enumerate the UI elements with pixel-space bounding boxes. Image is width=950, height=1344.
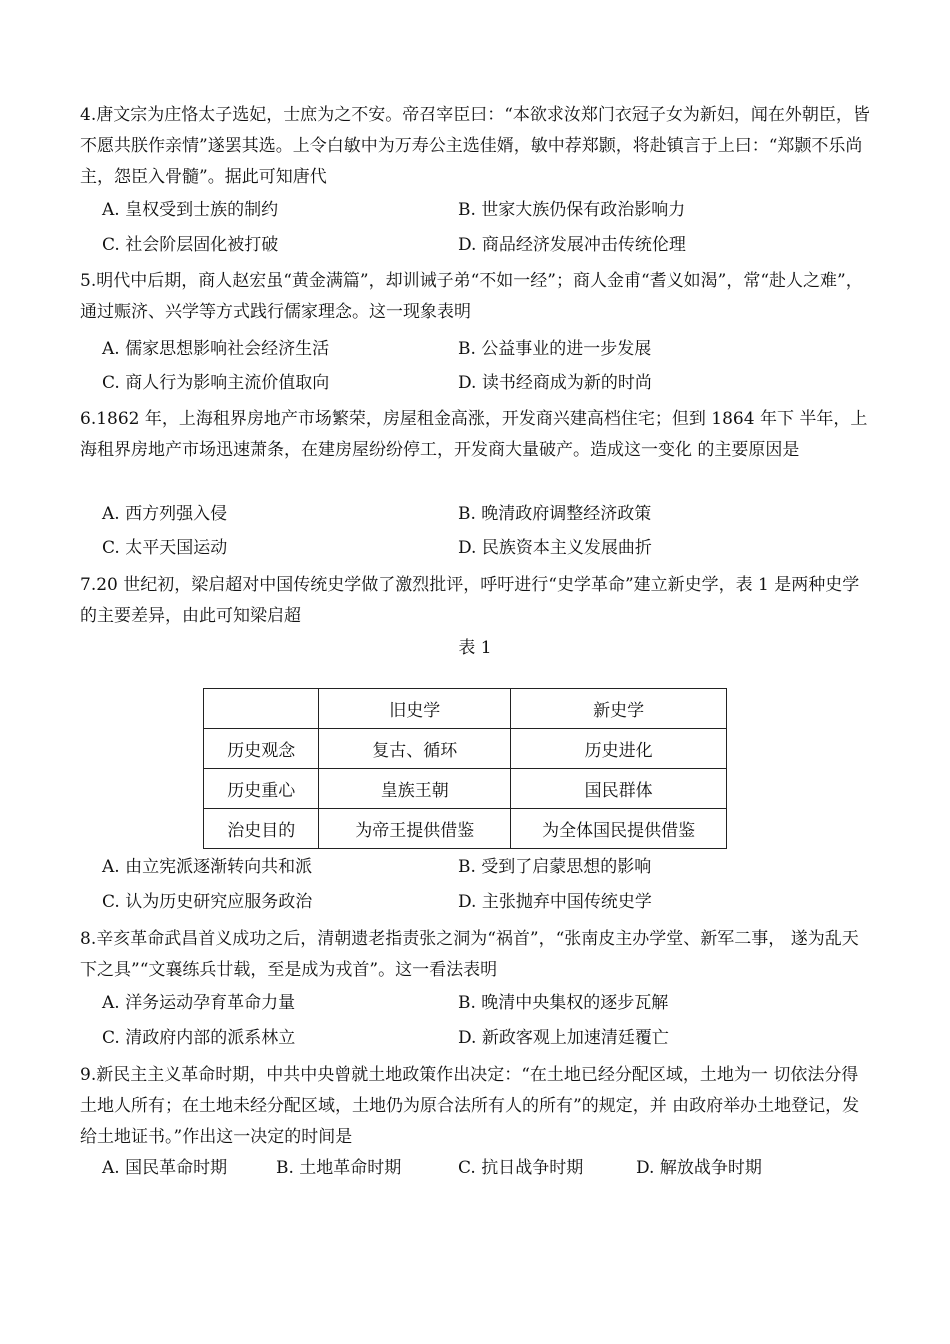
table-cell: 为全体国民提供借鉴 xyxy=(511,809,727,849)
question-7-option-c: C. 认为历史研究应服务政治 xyxy=(102,892,313,912)
question-4-option-d: D. 商品经济发展冲击传统伦理 xyxy=(458,235,686,255)
question-5-option-b: B. 公益事业的进一步发展 xyxy=(458,339,652,359)
question-9-option-a: A. 国民革命时期 xyxy=(102,1158,228,1178)
question-5-stem: 5.明代中后期，商人赵宏虽“黄金满篇”，却训诫子弟“不如一经”；商人金甫“耆义如渴”，常“赴人之难”，通过赈济、兴学等方式践行儒家理念。这一现象表明 xyxy=(80,271,863,322)
table-header-cell: 新史学 xyxy=(511,689,727,729)
question-8-stem: 8.辛亥革命武昌首义成功之后，清朝遗老指责张之洞为“祸首”，“张南皮主办学堂、新军二事， 遂为乱天下之具”“文襄练兵廿载，至是成为戎首”。这一看法表明 xyxy=(80,929,859,980)
table-row xyxy=(204,769,727,809)
question-6-option-c: C. 太平天国运动 xyxy=(102,538,228,558)
question-7-option-d: D. 主张抛弃中国传统史学 xyxy=(458,892,652,912)
table-header-cell: 旧史学 xyxy=(319,689,511,729)
question-5-option-a: A. 儒家思想影响社会经济生活 xyxy=(102,339,330,359)
question-4-stem: 4.唐文宗为庄恪太子选妃，士庶为之不安。帝召宰臣曰：“本欲求汝郑门衣冠子女为新妇，闻在外朝臣，皆不愿共朕作亲情”遂罢其选。上令白敏中为万寿公主选佳婿，敏中荐郑颢，将赴镇言于上曰：“郑颢不乐尚主，怨臣入骨髓”。据此可知唐代 xyxy=(80,105,870,187)
question-5-option-d: D. 读书经商成为新的时尚 xyxy=(458,373,652,393)
question-8-option-c: C. 清政府内部的派系林立 xyxy=(102,1028,296,1048)
table-cell: 历史观念 xyxy=(204,729,319,769)
question-7-option-a: A. 由立宪派逐渐转向共和派 xyxy=(102,857,313,877)
question-9-stem: 9.新民主主义革命时期，中共中央曾就土地政策作出决定：“在土地已经分配区域，土地为一 切依法分得土地人所有；在土地未经分配区域，土地仍为原合法所有人的所有”的规定，并 由政府举办土地登记，发给土地证书。”作出这一决定的时间是 xyxy=(80,1065,860,1147)
question-6-option-d: D. 民族资本主义发展曲折 xyxy=(458,538,652,558)
question-9-option-c: C. 抗日战争时期 xyxy=(458,1158,584,1178)
question-4-option-b: B. 世家大族仍保有政治影响力 xyxy=(458,200,686,220)
table-header-cell xyxy=(204,689,319,729)
table-cell: 治史目的 xyxy=(204,809,319,849)
question-6-option-b: B. 晚清政府调整经济政策 xyxy=(458,504,652,524)
question-5-option-c: C. 商人行为影响主流价值取向 xyxy=(102,373,330,393)
question-8-option-d: D. 新政客观上加速清廷覆亡 xyxy=(458,1028,669,1048)
question-7-stem: 7.20 世纪初，梁启超对中国传统史学做了激烈批评，呼吁进行“史学革命”建立新史学，表 1 是两种史学的主要差异，由此可知梁启超 xyxy=(80,575,860,626)
question-7-option-b: B. 受到了启蒙思想的影响 xyxy=(458,857,652,877)
question-9-option-d: D. 解放战争时期 xyxy=(636,1158,762,1178)
table-cell: 历史重心 xyxy=(204,769,319,809)
table-cell: 复古、循环 xyxy=(319,729,511,769)
table-cell: 为帝王提供借鉴 xyxy=(319,809,511,849)
table-caption: 表 1 xyxy=(458,638,492,658)
table-cell: 皇族王朝 xyxy=(319,769,511,809)
question-4-option-a: A. 皇权受到士族的制约 xyxy=(102,200,279,220)
history-comparison-table xyxy=(203,688,727,849)
question-8-option-b: B. 晚清中央集权的逐步瓦解 xyxy=(458,993,669,1013)
question-6-option-a: A. 西方列强入侵 xyxy=(102,504,228,524)
question-8-option-a: A. 洋务运动孕育革命力量 xyxy=(102,993,296,1013)
table-header-row xyxy=(204,689,727,729)
table-row xyxy=(204,729,727,769)
table-cell: 历史进化 xyxy=(511,729,727,769)
question-9-option-b: B. 土地革命时期 xyxy=(276,1158,402,1178)
question-6-stem: 6.1862 年，上海租界房地产市场繁荣，房屋租金高涨，开发商兴建高档住宅；但到 1864 年下 半年，上海租界房地产市场迅速萧条，在建房屋纷纷停工，开发商大量破产。造成这一变化 的主要原因是 xyxy=(80,409,868,460)
table-row xyxy=(204,809,727,849)
question-4-option-c: C. 社会阶层固化被打破 xyxy=(102,235,279,255)
table-cell: 国民群体 xyxy=(511,769,727,809)
